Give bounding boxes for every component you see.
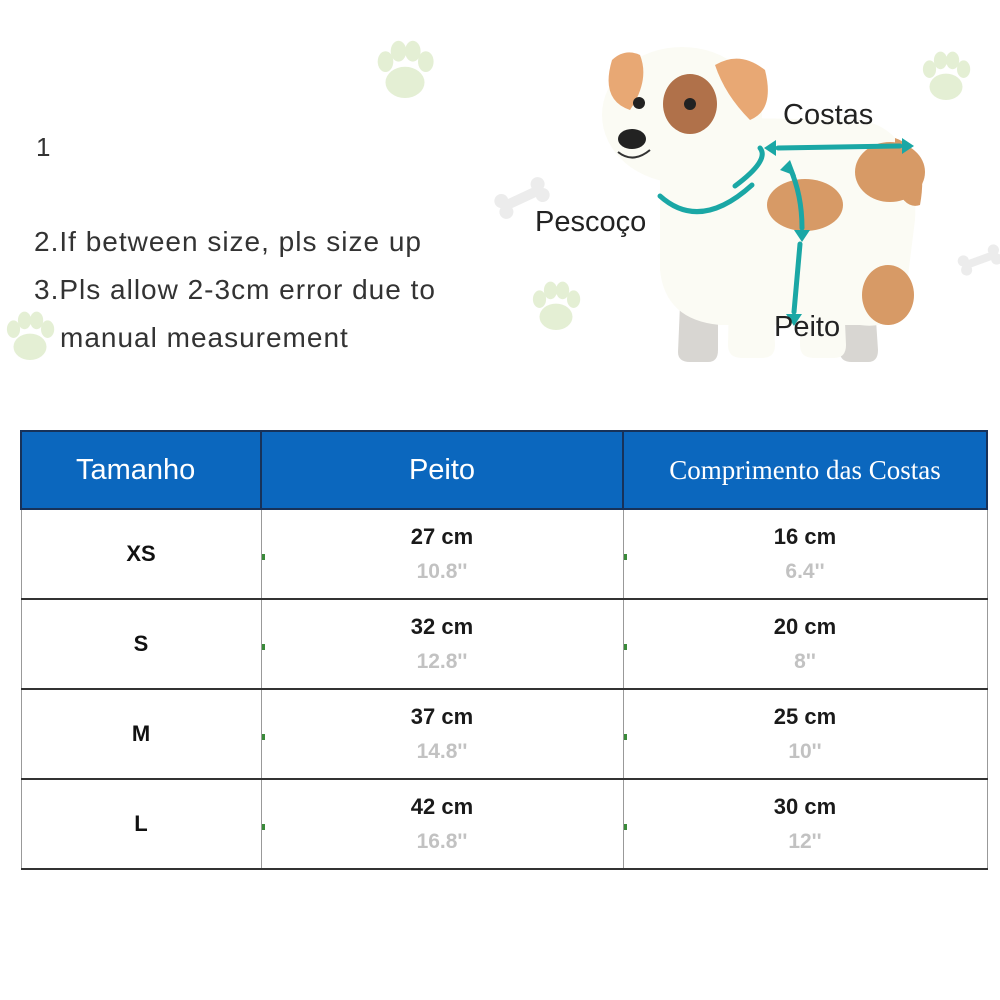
chest-cell	[261, 779, 623, 869]
size-cell: S	[21, 599, 261, 689]
chest-inch: 14.8''	[416, 740, 468, 763]
back-inch: 12''	[788, 830, 822, 853]
chest-cell	[261, 689, 623, 779]
back-inch: 10''	[788, 740, 822, 763]
size-chart-table	[20, 430, 988, 870]
chest-cell	[261, 509, 623, 599]
back-arrow-icon	[778, 146, 900, 148]
note-line-2: 2.If between size, pls size up	[34, 226, 422, 257]
label-chest: Peito	[774, 311, 841, 343]
size-cell: XS	[21, 509, 261, 599]
table-row	[21, 509, 987, 599]
size-cell: L	[21, 779, 261, 869]
table-row	[21, 689, 987, 779]
back-cm: 30 cm	[773, 794, 837, 819]
chest-inch: 16.8''	[416, 830, 468, 853]
back-inch: 6.4''	[785, 560, 825, 583]
note-line-3-continued: manual measurement	[60, 322, 349, 353]
back-cell	[623, 779, 987, 869]
chest-inch: 12.8''	[416, 650, 468, 673]
dog-icon	[602, 47, 925, 362]
back-cm: 16 cm	[773, 524, 837, 549]
table-header-row	[21, 431, 987, 509]
back-cm: 20 cm	[773, 614, 837, 639]
header-back-length: Comprimento das Costas	[623, 431, 987, 509]
label-neck: Pescoço	[535, 206, 647, 238]
back-inch: 8''	[794, 650, 816, 673]
note-line-3: 3.Pls allow 2-3cm error due to	[34, 274, 436, 305]
chest-inch: 10.8''	[416, 560, 468, 583]
size-cell: M	[21, 689, 261, 779]
table-row	[21, 779, 987, 869]
chest-cm: 27 cm	[410, 524, 474, 549]
header-size: Tamanho	[21, 431, 261, 509]
back-cm: 25 cm	[773, 704, 837, 729]
label-back: Costas	[783, 99, 874, 131]
chest-cell	[261, 599, 623, 689]
chest-cm: 37 cm	[410, 704, 474, 729]
back-cell	[623, 689, 987, 779]
header-chest: Peito	[261, 431, 623, 509]
chest-cm: 42 cm	[410, 794, 474, 819]
table-row	[21, 599, 987, 689]
chest-cm: 32 cm	[410, 614, 474, 639]
back-cell	[623, 509, 987, 599]
note-line-1: 1	[36, 132, 52, 162]
back-cell	[623, 599, 987, 689]
